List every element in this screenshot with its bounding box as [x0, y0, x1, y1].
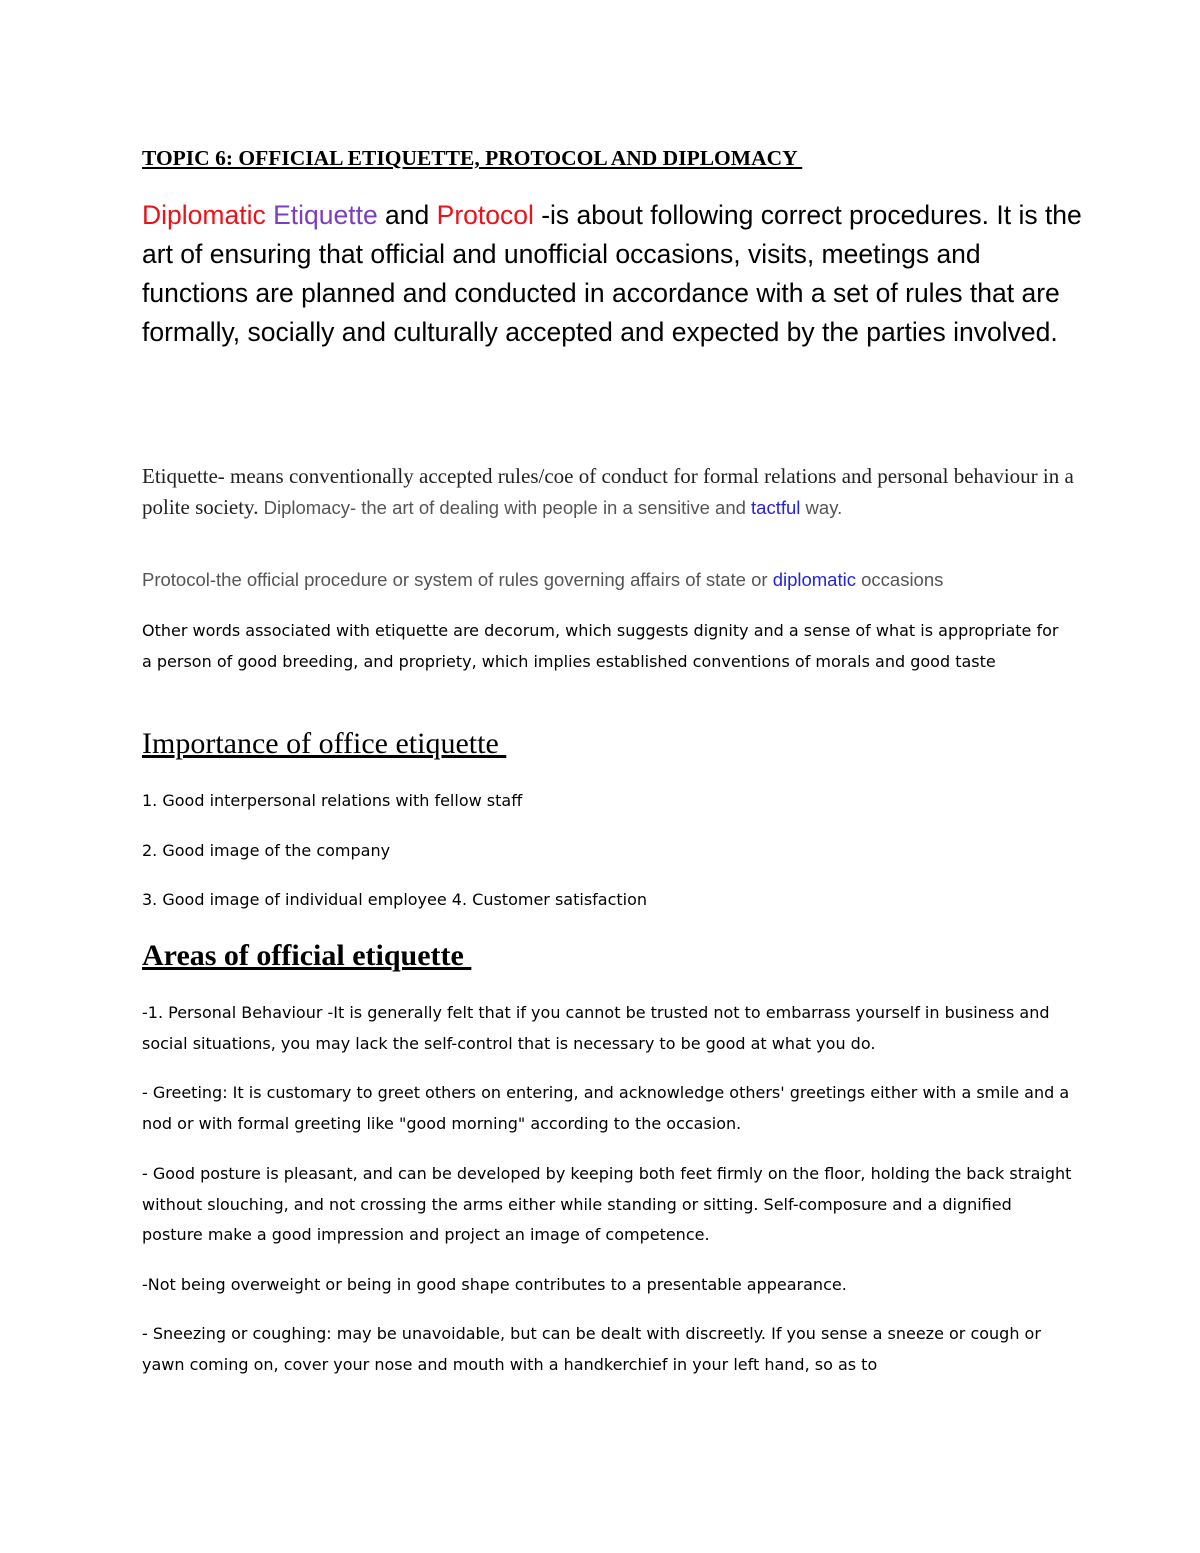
protocol-definition [142, 569, 943, 591]
areas-paragraph-personal-behaviour: -1. Personal Behaviour -It is generally felt that if you cannot be trusted not to embarrass yourself in business and social situations, you may lack the self-control that is necessary to be good at what you do. [142, 1003, 1050, 1053]
importance-item-3: 3. Good image of individual employee 4. Customer satisfaction [142, 890, 648, 909]
diplomacy-definition-a: Diplomacy- the art of dealing with people in a sensitive and [258, 497, 752, 518]
importance-item-2: 2. Good image of the company [142, 841, 391, 860]
term-protocol: Protocol [436, 200, 534, 230]
areas-paragraph-appearance: -Not being overweight or being in good shape contributes to a presentable appearance. [142, 1275, 847, 1294]
etiquette-definition: Etiquette- means conventionally accepted rules/coe of conduct for formal relations and personal behaviour in a polite society. [142, 464, 1074, 519]
areas-paragraph-greeting: - Greeting: It is customary to greet others on entering, and acknowledge others' greetings either with a smile and a nod or with formal greeting like "good morning" according to the occasion. [142, 1083, 1070, 1133]
other-words-paragraph: Other words associated with etiquette are decorum, which suggests dignity and a sense of what is appropriate for a person of good breeding, and propriety, which implies established conventions of morals and good taste [142, 621, 1059, 671]
term-etiquette: Etiquette [273, 200, 378, 230]
importance-item-1: 1. Good interpersonal relations with fellow staff [142, 791, 523, 810]
document-title: TOPIC 6: OFFICIAL ETIQUETTE, PROTOCOL AND DIPLOMACY [142, 146, 803, 170]
intro-text: -is about following correct procedures. It is the art of ensuring that official and unofficial occasions, visits, meetings and functions are planned and conducted in accordance with a set of rules that are formally, socially and culturally accepted and expected by the parties involved. [142, 200, 1082, 347]
etiquette-diplomacy-definition [142, 461, 1082, 523]
intro-paragraph [142, 196, 1082, 352]
tactful-link[interactable]: tactful [751, 497, 801, 518]
diplomatic-link[interactable]: diplomatic [772, 569, 856, 590]
protocol-definition-b: occasions [855, 569, 944, 590]
areas-paragraph-sneezing: - Sneezing or coughing: may be unavoidable, but can be dealt with discreetly. If you sense a sneeze or cough or yawn coming on, cover your nose and mouth with a handkerchief in your left hand, so as to [142, 1324, 1041, 1374]
areas-heading: Areas of official etiquette [142, 939, 472, 972]
areas-paragraph-posture: - Good posture is pleasant, and can be developed by keeping both feet firmly on the floor, holding the back straight without slouching, and not crossing the arms either while standing or sitting. Self-composure and a dignified posture make a good impression and project an image of competence. [142, 1164, 1072, 1244]
diplomacy-definition-b: way. [800, 497, 843, 518]
intro-and: and [377, 200, 437, 230]
term-diplomatic: Diplomatic [142, 200, 266, 230]
protocol-definition-a: Protocol-the official procedure or system of rules governing affairs of state or [142, 569, 773, 590]
importance-heading: Importance of office etiquette [142, 727, 507, 760]
